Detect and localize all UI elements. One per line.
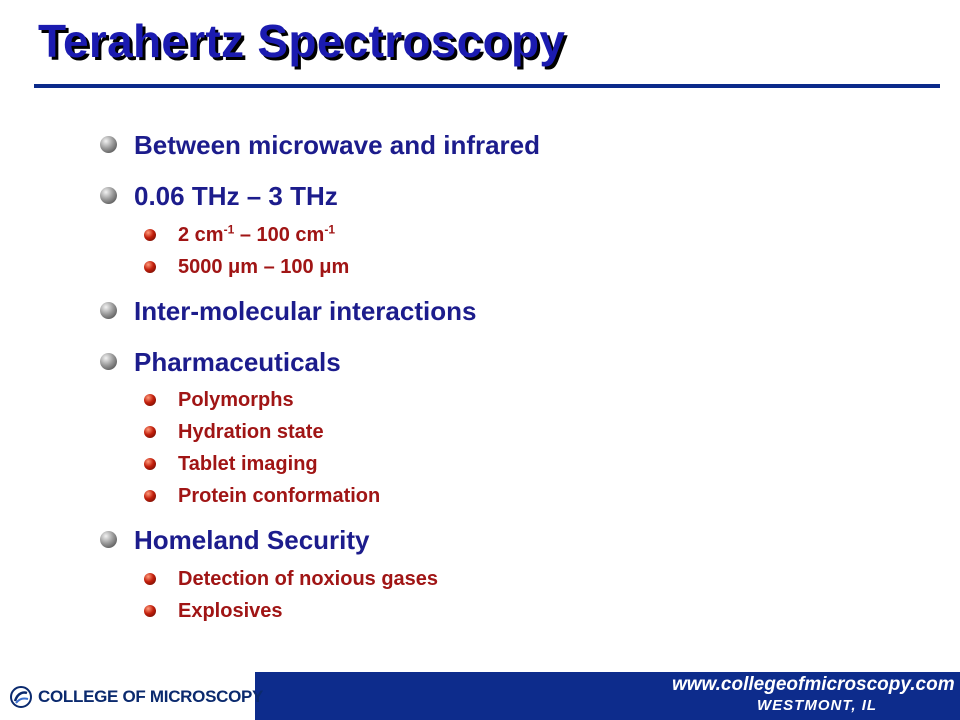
bullet-item <box>100 181 338 211</box>
sub-bullet-item <box>144 452 318 476</box>
sub-bullet-text: 5000 μm – 100 μm <box>178 256 350 278</box>
gray-sphere-bullet-icon <box>100 136 117 153</box>
sub-bullet-item <box>144 255 349 279</box>
sub-bullet-item <box>144 420 324 444</box>
red-sphere-bullet-icon <box>144 458 156 470</box>
sub-bullet-text: Protein conformation <box>178 485 381 507</box>
sub-bullet-text: Detection of noxious gases <box>178 568 439 590</box>
red-sphere-bullet-icon <box>144 490 156 502</box>
sub-bullet-item <box>144 599 283 623</box>
bullet-item <box>100 347 341 377</box>
sub-bullet-item <box>144 484 380 508</box>
sub-bullet-text: Polymorphs <box>178 389 294 411</box>
sub-bullet-text: Tablet imaging <box>178 453 318 475</box>
bullet-text: Pharmaceuticals <box>134 347 341 377</box>
bullet-text: 0.06 THz – 3 THz <box>134 181 338 211</box>
bullet-item <box>100 525 370 555</box>
sub-bullet-item <box>144 223 335 247</box>
gray-sphere-bullet-icon <box>100 353 117 370</box>
bullet-item <box>100 296 476 326</box>
gray-sphere-bullet-icon <box>100 531 117 548</box>
bullet-item <box>100 130 540 160</box>
sub-bullet-item <box>144 567 438 591</box>
college-logo <box>10 684 263 710</box>
gray-sphere-bullet-icon <box>100 302 117 319</box>
red-sphere-bullet-icon <box>144 426 156 438</box>
red-sphere-bullet-icon <box>144 261 156 273</box>
bullet-text: Between microwave and infrared <box>134 130 541 160</box>
red-sphere-bullet-icon <box>144 605 156 617</box>
red-sphere-bullet-icon <box>144 573 156 585</box>
footer-location: WESTMONT, IL <box>757 697 878 714</box>
logo-text: COLLEGE OF MICROSCOPY <box>38 687 264 706</box>
bullet-text: Homeland Security <box>134 525 370 555</box>
footer-url: www.collegeofmicroscopy.com <box>672 674 955 695</box>
sub-bullet-text: Hydration state <box>178 421 324 443</box>
sub-bullet-text: 2 $cm^{-1} - 100$ $cm^{-1}$ <box>178 222 336 246</box>
red-sphere-bullet-icon <box>144 229 156 241</box>
red-sphere-bullet-icon <box>144 394 156 406</box>
gray-sphere-bullet-icon <box>100 187 117 204</box>
microscopy-logo-icon <box>10 686 32 708</box>
bullet-text: Inter-molecular interactions <box>134 296 477 326</box>
sub-bullet-item <box>144 388 294 412</box>
sub-bullet-text: Explosives <box>178 600 283 622</box>
slide-title: Terahertz Spectroscopy <box>38 15 566 67</box>
